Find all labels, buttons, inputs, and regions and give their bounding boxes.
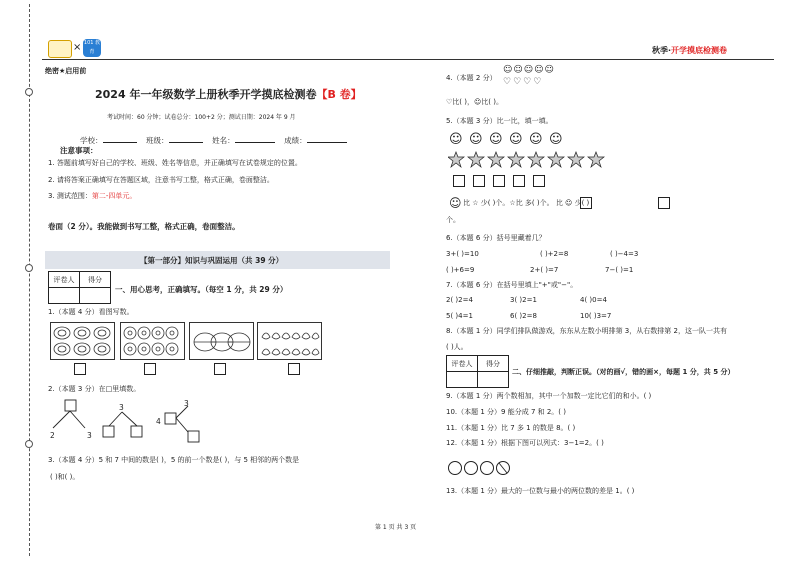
smile-icon: ☺ [449, 132, 463, 147]
q5-faces-row [449, 132, 629, 148]
q2-number-trees [45, 396, 215, 446]
section2-title: 二、仔细推敲，判断正误。（对的画√，错的画×，每题 1 分，共 5 分） [512, 368, 735, 376]
brand-101-text: 101 教育 [83, 40, 101, 55]
q12: 12.（本题 1 分）根据下图可以列式：3−1=2。( ) [446, 439, 604, 447]
notice-item-1: 1. 答题前填写好自己的学校、班级、姓名等信息，并正确填写在试卷规定的位置。 [48, 159, 302, 167]
q4-label: 4.（本题 2 分） [446, 74, 497, 82]
q7-r2c1: 5( )4=1 [446, 312, 473, 320]
smile-icon: ☺ [549, 132, 563, 147]
reviewer-cell[interactable] [447, 372, 478, 388]
ducks-drawing [258, 323, 321, 359]
q7-r2c2: 6( )2=8 [510, 312, 537, 320]
binding-margin [0, 0, 38, 561]
q8-line1: 8.（本题 1 分）同学们排队做游戏，东东从左数小明排第 3，从右数排第 2，这一队一共有 [446, 327, 727, 335]
q5-square-icon [533, 175, 545, 187]
smile-icon: ☺ [529, 132, 543, 147]
notice-item-3: 3. 测试范围：第二-四单元。 [48, 192, 137, 200]
q1-picture-ovals [50, 322, 115, 360]
q6-r1c1: 3+( )=10 [446, 250, 479, 258]
score-table-1 [48, 271, 111, 304]
q1-answer-box[interactable] [288, 363, 300, 375]
q9: 9.（本题 1 分）两个数相加，其中一个加数一定比它们的和小。( ) [446, 392, 652, 400]
q1-answer-box[interactable] [144, 363, 156, 375]
part1-title: 【第一部分】知识与巩固运用（共 39 分） [140, 256, 284, 265]
q6-r1c3: ( )−4=3 [610, 250, 639, 258]
q2-title: 2.（本题 3 分）在□里填数。 [48, 385, 141, 393]
q5-square-icon [580, 197, 592, 209]
q8-line2: ( )人。 [446, 343, 468, 351]
q12-circle-icon [464, 461, 478, 475]
q5-square-icon [513, 175, 525, 187]
smile-icon: ☺ [509, 132, 523, 147]
binding-hole [25, 440, 33, 448]
brand-101-logo [83, 39, 101, 57]
reviewer-cell[interactable] [49, 288, 80, 304]
q2-num-a2: 3 [87, 431, 92, 440]
q2-num-c2: 3 [184, 399, 189, 408]
q1-picture-ducks [257, 322, 322, 360]
q3-line2: ( )和( )。 [50, 473, 80, 481]
binding-hole [25, 88, 33, 96]
brand-x: × [73, 42, 82, 53]
q6-r1c2: ( )+2=8 [540, 250, 569, 258]
q10: 10.（本题 1 分）9 能分成 7 和 2。( ) [446, 408, 566, 416]
brand-logo-icon [48, 40, 72, 58]
exam-info: 考试时间：60 分钟；试卷总分：100+2 分；测试日期：2024 年 9 月 [107, 114, 296, 121]
reviewer-label: 评卷人 [447, 356, 478, 372]
hats-drawing [190, 323, 253, 359]
q11: 11.（本题 1 分）比 7 多 1 的数是 8。( ) [446, 424, 576, 432]
q2-num-c1: 4 [156, 417, 161, 426]
q5-square-icon [493, 175, 505, 187]
student-fields: 学校： 班级： 姓名： 成绩： [80, 134, 347, 145]
q12-crossed-circle-icon [496, 461, 510, 475]
score-cell[interactable] [478, 372, 509, 388]
q5-square-icon [658, 197, 670, 209]
page-title: 2024 年一年级数学上册秋季开学摸底检测卷【B 卷】 [95, 88, 362, 101]
q1-answer-box[interactable] [214, 363, 226, 375]
q6-r2c2: 2+( )=7 [530, 266, 559, 274]
smile-icon: ☺ [489, 132, 503, 147]
q12-circle-icon [480, 461, 494, 475]
secret-label: 绝密★启用前 [45, 67, 87, 75]
q7-r1c1: 2( )2=4 [446, 296, 473, 304]
q5-square-icon [473, 175, 485, 187]
binding-dashed-line [29, 4, 30, 556]
q5-smile-icon: ☺ [449, 196, 462, 210]
binding-hole [25, 264, 33, 272]
q7-label: 7.（本题 6 分）在括号里填上"+"或"−"。 [446, 281, 578, 289]
header-rule [42, 59, 774, 60]
q7-r1c3: 4( )0=4 [580, 296, 607, 304]
section1-title: 一、用心思考，正确填写。（每空 1 分，共 29 分） [115, 285, 288, 294]
q5-tail: 个。 [446, 216, 460, 224]
q6-r2c3: 7−( )=1 [605, 266, 634, 274]
score-cell[interactable] [80, 288, 111, 304]
q5-compare: 比 ☆ 少( )个。☆比 多( )个。 比 ☺ 少( ) [463, 199, 590, 207]
score-label: 得分 [478, 356, 509, 372]
page-footer: 第 1 页 共 3 页 [375, 524, 417, 531]
q7-r1c2: 3( )2=1 [510, 296, 537, 304]
q1-picture-hats [189, 322, 254, 360]
q1-answer-box[interactable] [74, 363, 86, 375]
q5-label: 5.（本题 3 分）比一比，填一填。 [446, 117, 553, 125]
ovals-drawing [51, 323, 114, 359]
q4-hearts-icon: ♡♡♡♡ [503, 77, 544, 87]
q2-num-a1: 2 [50, 431, 55, 440]
notice-title: 注意事项： [60, 146, 98, 155]
header-series: 秋季·开学摸底检测卷 [652, 46, 728, 55]
q6-r2c1: ( )+6=9 [446, 266, 475, 274]
reviewer-label: 评卷人 [49, 272, 80, 288]
q5-square-icon [453, 175, 465, 187]
flowers-drawing [121, 323, 184, 359]
score-table-2 [446, 355, 509, 388]
q4-line: ♡比( )，☺比( )。 [446, 98, 503, 106]
handwriting-score: 卷面（2 分）。我能做到书写工整，格式正确，卷面整洁。 [48, 222, 240, 231]
q5-stars-row [448, 151, 608, 169]
q2-num-b1: 3 [119, 403, 124, 412]
q3-line1: 3.（本题 4 分）5 和 7 中间的数是( )，5 的前一个数是( )，与 5 相邻的两个数是 [48, 456, 300, 464]
q1-picture-flowers [120, 322, 185, 360]
q12-circle-icon [448, 461, 462, 475]
q4-faces-icon: ☺☺☺☺☺ [503, 65, 555, 75]
q7-r2c3: 10( )3=7 [580, 312, 612, 320]
notice-item-2: 2. 请将答案正确填写在答题区域，注意书写工整，格式正确，卷面整洁。 [48, 176, 274, 184]
score-label: 得分 [80, 272, 111, 288]
q1-title: 1.（本题 4 分）看图写数。 [48, 308, 134, 316]
q13: 13.（本题 1 分）最大的一位数与最小的两位数的差是 1。( ) [446, 487, 635, 495]
q6-label: 6.（本题 6 分）括号里藏着几？ [446, 234, 546, 242]
smile-icon: ☺ [469, 132, 483, 147]
